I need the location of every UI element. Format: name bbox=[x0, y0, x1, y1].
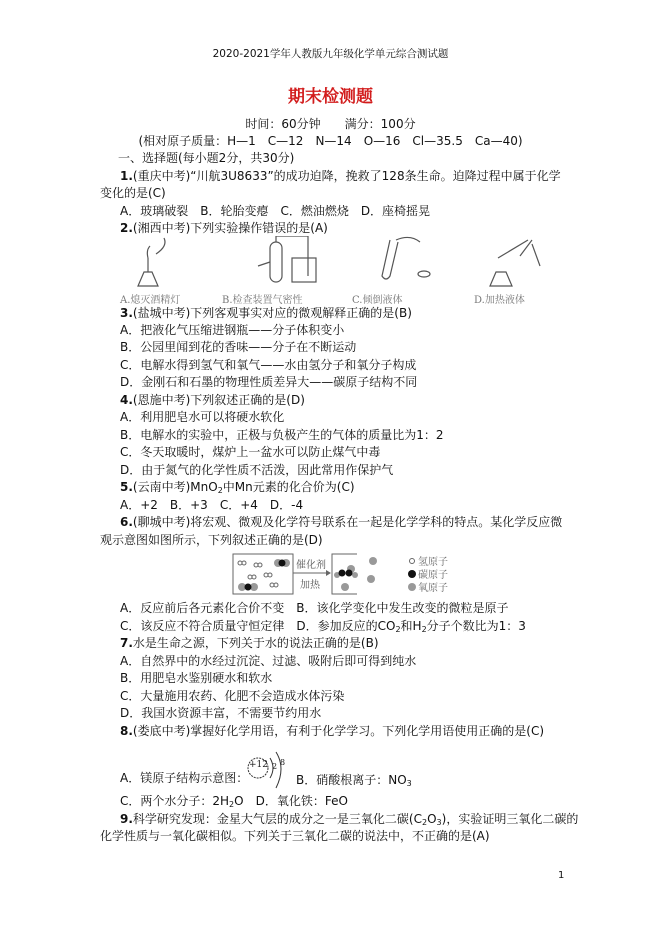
option: A．把液化气压缩进钢瓶——分子体积变小 bbox=[120, 323, 345, 337]
figure-caption-a: A.熄灭酒精灯 bbox=[120, 295, 181, 306]
question-5: 5.(云南中考)MnO$_2$中Mn元素的化合价为(C) bbox=[120, 480, 355, 495]
option: C．大量施用农药、化肥不会造成水体污染 bbox=[120, 689, 345, 703]
page-number: 1 bbox=[558, 870, 565, 881]
question-6: 6.(聊城中考)将宏观、微观及化学符号联系在一起是化学学科的特点。某化学反应微 bbox=[120, 515, 563, 529]
question-9-cont: 化学性质与一氧化碳相似。下列关于三氧化二碳的说法中，不正确的是(A) bbox=[100, 829, 490, 843]
section-heading: 一、选择题(每小题2分，共30分) bbox=[118, 151, 295, 165]
figure-caption-c: C.倾倒液体 bbox=[352, 295, 403, 306]
question-6-cont: 观示意图如图所示，下列叙述正确的是(D) bbox=[100, 533, 323, 547]
option: C．电解水得到氢气和氧气——水由氢分子和氧分子构成 bbox=[120, 358, 417, 372]
magnesium-atom-diagram bbox=[246, 750, 286, 794]
option: D．金刚石和石墨的物理性质差异大——碳原子结构不同 bbox=[120, 375, 418, 389]
option: A．自然界中的水经过沉淀、过滤、吸附后即可得到纯水 bbox=[120, 654, 417, 668]
legend-hydrogen: 氢原子 bbox=[418, 557, 448, 568]
option: D．我国水资源丰富，不需要节约用水 bbox=[120, 706, 322, 720]
product-molecules bbox=[333, 553, 398, 595]
nucleus-charge: +12 bbox=[249, 760, 268, 770]
question-1: 1.(重庆中考)“川航3U8633”的成功迫降，挽救了128条生命。迫降过程中属于化学 bbox=[120, 169, 561, 183]
question-9: 9.科学研究发现：金星大气层的成分之一是三氧化二碳$(C_2O_3)$，实验证明三氧化二碳的 bbox=[120, 812, 579, 827]
shell-2-count: 8 bbox=[280, 758, 286, 767]
option: B．公园里闻到花的香味——分子在不断运动 bbox=[120, 340, 357, 354]
legend-icons bbox=[407, 556, 417, 594]
running-header: 2020-2021学年人教版九年级化学单元综合测试题 bbox=[212, 48, 449, 60]
option: B．用肥皂水鉴别硬水和软水 bbox=[120, 671, 273, 685]
atomic-mass-line: (相对原子质量：H—1 C—12 N—14 O—16 Cl—35.5 Ca—40) bbox=[138, 134, 523, 148]
catalyst-label: 催化剂 bbox=[296, 560, 326, 571]
figure-caption-d: D.加热液体 bbox=[474, 295, 525, 306]
legend-carbon: 碳原子 bbox=[418, 570, 448, 581]
shell-1-count: 2 bbox=[272, 762, 278, 771]
question-7: 7.水是生命之源，下列关于水的说法正确的是(B) bbox=[120, 636, 379, 650]
question-3: 3.(盐城中考)下列客观事实对应的微观解释正确的是(B) bbox=[120, 306, 412, 320]
question-5-options: A．+2 B．+3 C．+4 D．-4 bbox=[120, 498, 304, 512]
page-title: 期末检测题 bbox=[288, 87, 373, 107]
question-2: 2.(湘西中考)下列实验操作错误的是(A) bbox=[120, 221, 328, 235]
heat-label: 加热 bbox=[300, 580, 320, 591]
question-8-options-cd: C．两个水分子：$2H_2O$ D．氧化铁：FeO bbox=[120, 794, 348, 809]
figure-caption-b: B.检查装置气密性 bbox=[222, 295, 303, 306]
time-line: 时间：60分钟 满分：100分 bbox=[245, 117, 416, 131]
option: B．电解水的实验中，正极与负极产生的气体的质量比为1：2 bbox=[120, 428, 444, 442]
option: D．由于氮气的化学性质不活泼，因此常用作保护气 bbox=[120, 463, 394, 477]
question-1-options: A．玻璃破裂 B．轮胎变瘪 C．燃油燃烧 D．座椅摇晃 bbox=[120, 204, 431, 218]
question-8-option-a: A．镁原子结构示意图： bbox=[120, 771, 249, 785]
question-6-options-ab: A．反应前后各元素化合价不变 B．该化学变化中发生改变的微粒是原子 bbox=[120, 601, 509, 615]
lab-operations-figure bbox=[120, 236, 570, 292]
question-1-cont: 变化的是(C) bbox=[100, 186, 166, 200]
question-8: 8.(娄底中考)掌握好化学用语，有利于化学学习。下列化学用语使用正确的是(C) bbox=[120, 724, 545, 738]
option: C．冬天取暖时，煤炉上一盆水可以防止煤气中毒 bbox=[120, 445, 381, 459]
question-4: 4.(恩施中考)下列叙述正确的是(D) bbox=[120, 393, 305, 407]
question-8-option-b: B．硝酸根离子：$NO_3$ bbox=[296, 773, 412, 788]
option: A．利用肥皂水可以将硬水软化 bbox=[120, 410, 285, 424]
legend-oxygen: 氧原子 bbox=[418, 583, 448, 594]
question-6-options-cd: C．该反应不符合质量守恒定律 D．参加反应的$CO_2$和$H_2$分子个数比为1：3 bbox=[120, 619, 526, 634]
